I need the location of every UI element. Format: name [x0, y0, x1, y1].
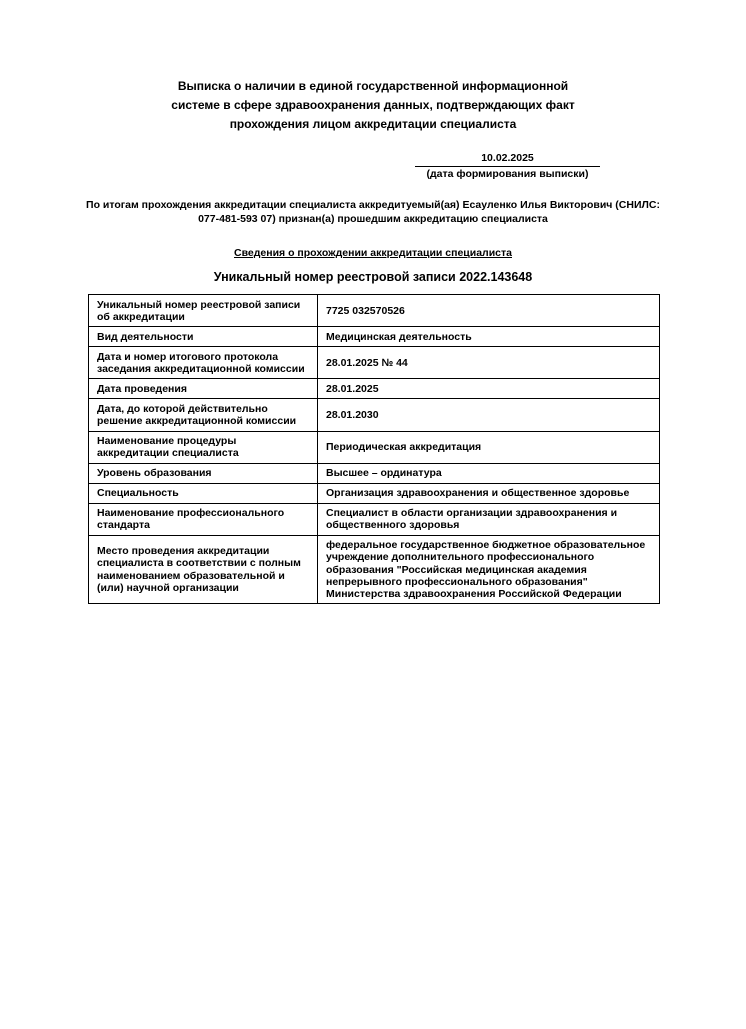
extract-date: 10.02.2025 — [415, 152, 600, 167]
registry-number-heading: Уникальный номер реестровой записи 2022.143648 — [213, 270, 533, 284]
row-value: федеральное государственное бюджетное образовательное учреждение дополнительного профессионального образования "Российская медицинская академия непрерывного профессионального образования" Министерства здравоохранения Российской Федерации — [318, 535, 660, 603]
row-value: Организация здравоохранения и общественное здоровье — [318, 483, 660, 503]
row-label: Наименование процедуры аккредитации специалиста — [89, 431, 318, 463]
table-row — [89, 399, 660, 431]
table-row — [89, 347, 660, 379]
row-value: Специалист в области организации здравоохранения и общественного здоровья — [318, 503, 660, 535]
table-row — [89, 431, 660, 463]
row-value: Высшее – ординатура — [318, 463, 660, 483]
table-row — [89, 379, 660, 399]
row-value: 7725 032570526 — [318, 295, 660, 327]
row-value: Медицинская деятельность — [318, 327, 660, 347]
row-value: 28.01.2025 — [318, 379, 660, 399]
section-heading: Сведения о прохождении аккредитации специалиста — [234, 247, 512, 259]
table-row — [89, 483, 660, 503]
row-label: Уровень образования — [89, 463, 318, 483]
row-label: Специальность — [89, 483, 318, 503]
document-title — [93, 0, 653, 134]
row-label: Дата, до которой действительно решение аккредитационной комиссии — [89, 399, 318, 431]
table-row — [89, 295, 660, 327]
title-line-2: системе в сфере здравоохранения данных, подтверждающих факт — [171, 98, 575, 112]
row-label: Вид деятельности — [89, 327, 318, 347]
row-label: Дата проведения — [89, 379, 318, 399]
row-label: Наименование профессионального стандарта — [89, 503, 318, 535]
intro-paragraph: По итогам прохождения аккредитации специалиста аккредитуемый(ая) Есауленко Илья Викторович (СНИЛС: 077-481-593 07) признан(а) прошедшим аккредитацию специалиста — [86, 199, 660, 225]
table-row — [89, 535, 660, 603]
extract-date-block — [415, 152, 600, 181]
row-label: Дата и номер итогового протокола заседания аккредитационной комиссии — [89, 347, 318, 379]
table-row — [89, 503, 660, 535]
accreditation-table — [88, 294, 660, 604]
row-value: Периодическая аккредитация — [318, 431, 660, 463]
extract-date-caption: (дата формирования выписки) — [426, 168, 589, 180]
table-row — [89, 327, 660, 347]
row-label: Место проведения аккредитации специалиста в соответствии с полным наименованием образовательной и (или) научной организации — [89, 535, 318, 603]
title-line-1: Выписка о наличии в единой государственной информационной — [177, 79, 569, 93]
row-label: Уникальный номер реестровой записи об аккредитации — [89, 295, 318, 327]
row-value: 28.01.2030 — [318, 399, 660, 431]
row-value: 28.01.2025 № 44 — [318, 347, 660, 379]
title-line-3: прохождения лицом аккредитации специалиста — [229, 117, 517, 131]
table-row — [89, 463, 660, 483]
